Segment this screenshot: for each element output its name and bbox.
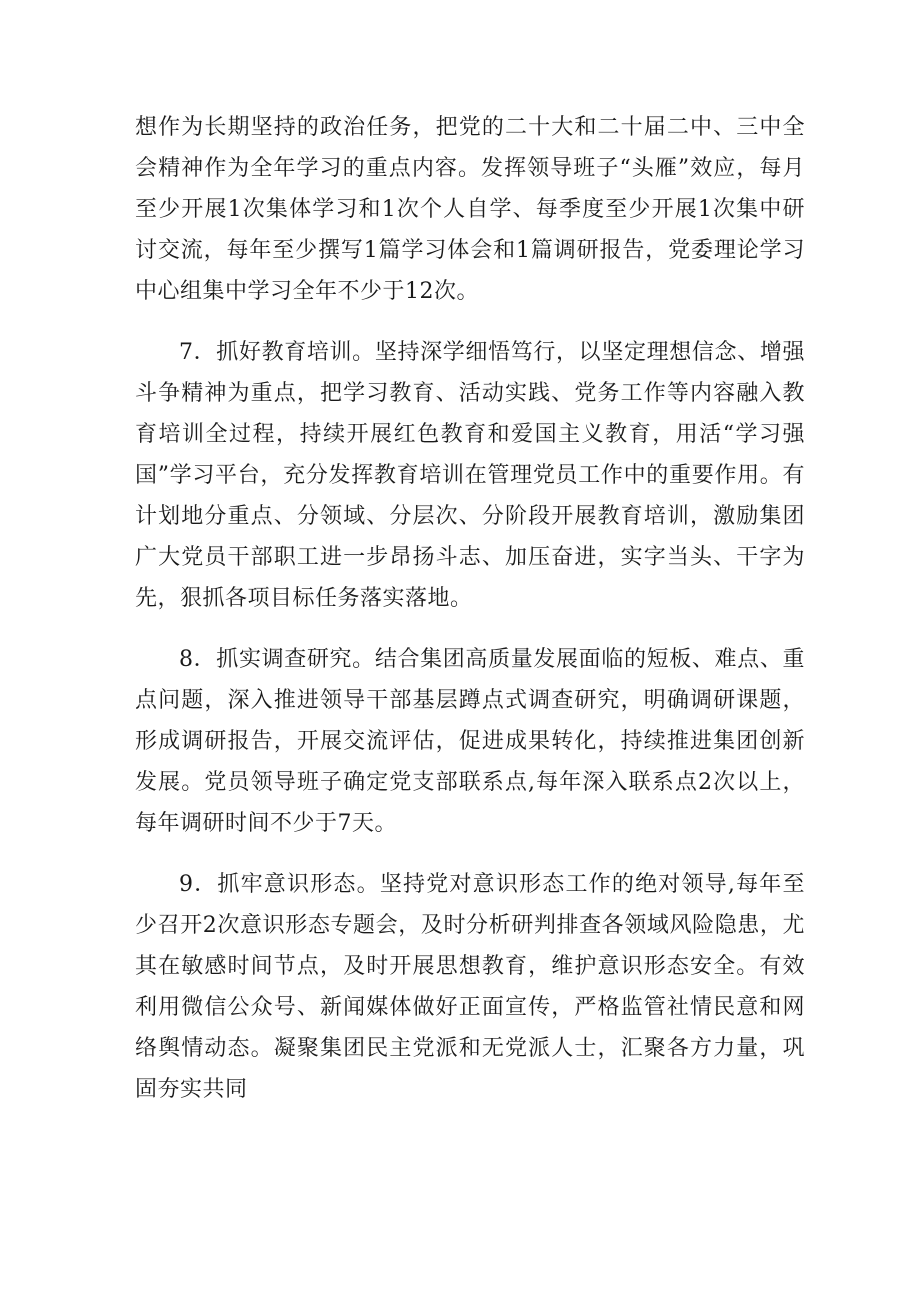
paragraph-education-training: 7．抓好教育培训。坚持深学细悟笃行，以坚定理想信念、增强斗争精神为重点，把学习教育、活动实践、党务工作等内容融入教育培训全过程，持续开展红色教育和爱国主义教育，用活“学习强国”学习平台，充分发挥教育培训在管理党员工作中的重要作用。有计划地分重点、分领域、分层次、分阶段开展教育培训，激励集团广大党员干部职工进一步昂扬斗志、加压奋进，实字当头、干字为先，狠抓各项目标任务落实落地。: [135, 340, 805, 611]
paragraph-ideology: 9．抓牢意识形态。坚持党对意识形态工作的绝对领导,每年至少召开2次意识形态专题会，及时分析研判排查各领域风险隐患，尤其在敏感时间节点，及时开展思想教育，维护意识形态安全。有效利用微信公众号、新闻媒体做好正面宣传，严格监管社情民意和网络舆情动态。凝聚集团民主党派和无党派人士，汇聚各方力量，巩固夯实共同: [135, 872, 805, 1102]
paragraph-continuation: 想作为长期坚持的政治任务，把党的二十大和二十届二中、三中全会精神作为全年学习的重点内容。发挥领导班子“头雁”效应，每月至少开展1次集体学习和1次个人自学、每季度至少开展1次集中研讨交流，每年至少撰写1篇学习体会和1篇调研报告，党委理论学习中心组集中学习全年不少于12次。: [135, 115, 805, 304]
paragraph-research: 8．抓实调查研究。结合集团高质量发展面临的短板、难点、重点问题，深入推进领导干部基层蹲点式调查研究，明确调研课题，形成调研报告，开展交流评估，促进成果转化，持续推进集团创新发展。党员领导班子确定党支部联系点,每年深入联系点2次以上，每年调研时间不少于7天。: [135, 647, 805, 836]
document-body: [135, 107, 805, 1130]
